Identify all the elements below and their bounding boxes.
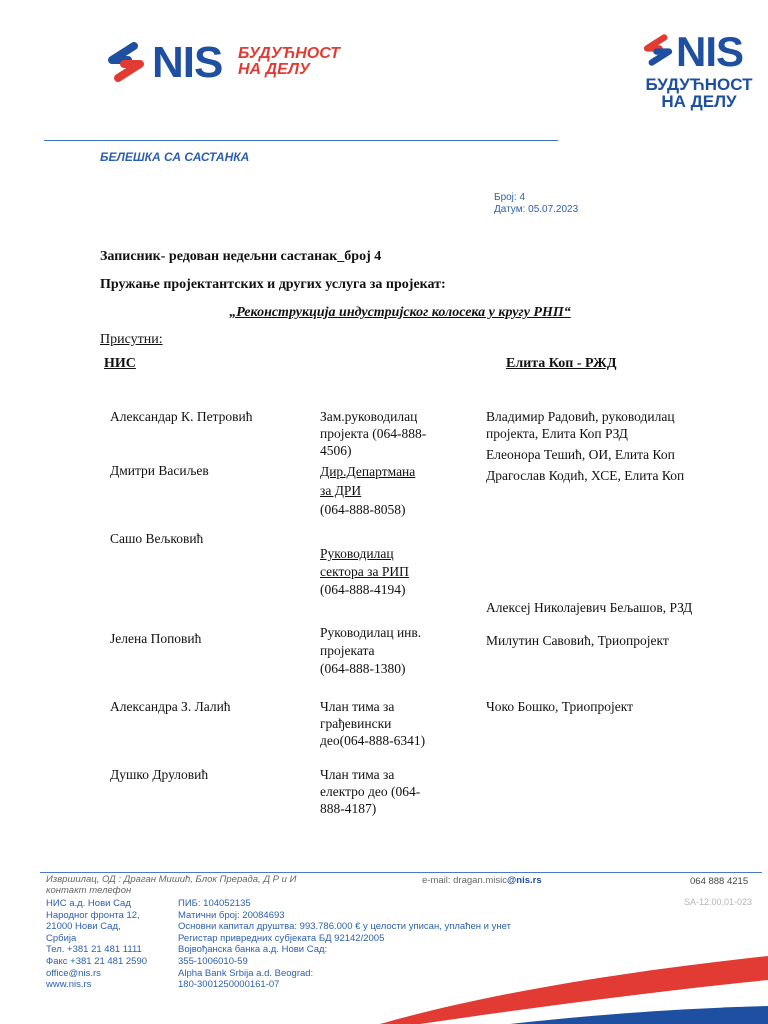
role-line: електро део (064- <box>320 784 421 799</box>
registry-line: Alpha Bank Srbija a.d. Beograd: <box>178 967 314 979</box>
role-line: Зам.руководилац <box>320 409 418 424</box>
nis-logo-symbol-icon <box>98 42 154 82</box>
attendee-role <box>320 462 415 519</box>
registry-line: Основни капитал друштва: 993.786.000 € у целости уписан, уплаћен и унет <box>178 921 511 933</box>
role-line: сектора за РИП <box>320 564 409 579</box>
role-line: пројекта (064-888- <box>320 426 427 441</box>
elita-attendee: Драгослав Кодић, ХСЕ, Елита Коп <box>486 468 685 483</box>
role-line: пројеката <box>320 643 375 658</box>
project-title: „Реконструкција индустријског колосека у кругу РНП“ <box>229 305 571 320</box>
role-line: део(064-888-6341) <box>320 733 426 748</box>
company-line: 21000 Нови Сад, <box>46 921 121 933</box>
role-line: 888-4187) <box>320 801 377 816</box>
attendee-role <box>320 766 420 817</box>
logo-right-brand: NIS <box>676 28 744 75</box>
document-date: Датум: 05.07.2023 <box>494 204 579 215</box>
role-line: Руководилац инв. <box>320 625 422 640</box>
company-line: Тел. +381 21 481 1111 <box>46 944 142 956</box>
company-address <box>46 898 147 991</box>
attendee-name: Сашо Вељковић <box>110 531 204 546</box>
service-line: Пружање пројектантских и других услуга за пројекат: <box>100 277 446 292</box>
document-type: БЕЛЕШКА СА САСТАНКА <box>100 150 250 164</box>
company-line: Народног фронта 12, <box>46 909 140 921</box>
logo-right-tagline-1: БУДУЋНОСТ <box>645 75 753 94</box>
attendee-role <box>320 698 425 749</box>
role-line: Руководилац <box>320 546 394 561</box>
elita-attendee <box>486 408 675 442</box>
role-line: (064-888-4194) <box>320 582 406 597</box>
attendee-role <box>320 545 409 599</box>
attendee-name: Јелена Поповић <box>110 631 202 646</box>
executor-email <box>422 875 542 886</box>
attendee-name: Дмитри Васиљев <box>110 463 209 478</box>
executor-phone: 064 888 4215 <box>690 876 749 887</box>
logo-right-tagline <box>638 76 760 110</box>
role-line: (064-888-1380) <box>320 661 406 676</box>
elita-attendee: Милутин Савовић, Триопројект <box>486 633 669 648</box>
logo-left-tagline-1: БУДУЋНОСТ <box>238 45 340 62</box>
logo-right-tagline-2: НА ДЕЛУ <box>661 92 737 111</box>
nis-logo-right-symbol-icon <box>636 30 680 70</box>
present-label: Присутни: <box>100 332 163 347</box>
attendee-name: Александра З. Лалић <box>110 699 231 714</box>
logo-left-tagline-2: НА ДЕЛУ <box>238 61 310 78</box>
role-line: Члан тима за <box>320 699 395 714</box>
elita-attendee: Елеонора Тешић, ОИ, Елита Коп <box>486 447 675 462</box>
logo-left-brand: NIS <box>152 38 223 87</box>
role-line: Дир.Департмана <box>320 464 416 479</box>
minutes-title: Записник- редован недељни састанак_број 4 <box>100 249 382 264</box>
company-email-link[interactable]: office@nis.rs <box>46 967 101 979</box>
executor-line: Извршилац, ОД : Драган Мишић, Блок Прерада, Д Р и И <box>46 874 297 885</box>
elita-attendee: Чоко Бошко, Триопројект <box>486 699 633 714</box>
registry-line: 180-3001250000161-07 <box>178 979 280 991</box>
company-line: Србија <box>46 932 77 944</box>
form-code: SA-12.00.01-023 <box>684 897 753 907</box>
company-website-link[interactable]: www.nis.rs <box>46 979 92 991</box>
registry-line: ПИБ: 104052135 <box>178 898 251 909</box>
email-user[interactable]: dragan.misic <box>453 875 508 886</box>
attendee-role <box>320 408 426 459</box>
registry-line: Матични број: 20084693 <box>178 909 285 921</box>
attendee-role <box>320 624 421 678</box>
footer-swoosh-graphic <box>380 920 768 1024</box>
column-nis-heading: НИС <box>104 356 136 371</box>
email-domain[interactable]: @nis.rs <box>507 875 542 886</box>
company-line: НИС а.д. Нови Сад <box>46 898 131 909</box>
attendee-name: Душко Друловић <box>110 767 209 782</box>
role-line: грађевински <box>320 716 392 731</box>
attendee-name: Александар К. Петровић <box>110 409 253 424</box>
role-line: (064-888-8058) <box>320 502 406 517</box>
elita-line: пројекта, Елита Коп РЗД <box>486 426 628 441</box>
email-label: e-mail: <box>422 875 451 886</box>
executor-contact-label: контакт телефон <box>46 885 132 896</box>
header-rule <box>44 140 558 141</box>
role-line: за ДРИ <box>320 483 362 498</box>
elita-attendee: Алексеј Николајевич Бељашов, РЗД <box>486 600 693 615</box>
role-line: Члан тима за <box>320 767 395 782</box>
registry-line: Регистар привредних субјеката БД 92142/2005 <box>178 932 385 944</box>
logo-left-tagline <box>238 46 340 78</box>
footer-rule <box>40 872 762 873</box>
column-elita-heading: Елита Коп - РЖД <box>506 356 617 371</box>
company-line: Факс +381 21 481 2590 <box>46 955 148 967</box>
registry-line: 355-1006010-59 <box>178 955 248 967</box>
elita-line: Владимир Радовић, руководилац <box>486 409 675 424</box>
document-number: Број: 4 <box>494 192 526 203</box>
registry-line: Војвођанска банка а.д. Нови Сад: <box>178 944 328 956</box>
role-line: 4506) <box>320 443 352 458</box>
